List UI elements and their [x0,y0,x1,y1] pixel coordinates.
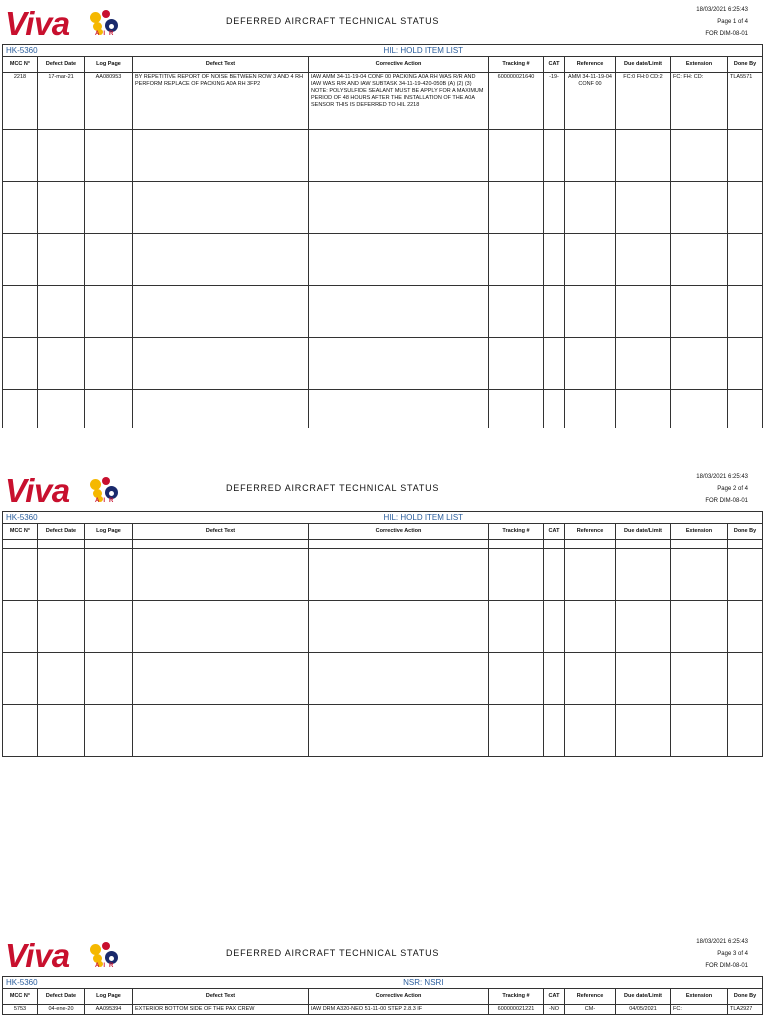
logo-wordmark: Viva [5,472,70,509]
col-defect-text: Defect Text [133,57,309,73]
form-code: FOR DIM-08-01 [705,31,748,37]
col-defect-date: Defect Date [38,524,85,540]
form-code: FOR DIM-08-01 [705,963,748,969]
cell-log: AA080953 [85,73,133,130]
col-mcc: MCC N° [3,57,38,73]
logo-wordmark: Viva [5,937,70,974]
col-corrective-action: Corrective Action [309,57,489,73]
page-header [2,0,762,44]
column-header-row [3,57,763,73]
col-done-by: Done By [728,57,763,73]
col-reference: Reference [565,57,616,73]
form-code: FOR DIM-08-01 [705,498,748,504]
report-page-2 [2,467,762,757]
cell-defect: EXTERIOR BOTTOM SIDE OF THE PAX CREW [133,1005,309,1015]
col-reference: Reference [565,989,616,1005]
cell-tracking: 600000021640 [489,73,544,130]
page-header [2,932,762,976]
table-row [3,705,763,757]
col-cat: CAT [544,57,565,73]
cell-due: FC:0 FH:0 CD:2 [616,73,671,130]
section-title: HIL: HOLD ITEM LIST [85,45,763,57]
cell-tracking: 600000021221 [489,1005,544,1015]
cell-cat: -NO [544,1005,565,1015]
page-meta [696,936,748,972]
section-title: NSR: NSRI [85,977,763,989]
report-page-3 [2,932,762,1015]
document-title: DEFERRED AIRCRAFT TECHNICAL STATUS [226,483,440,493]
nsr-table [2,976,763,1015]
hil-table [2,511,763,757]
col-defect-date: Defect Date [38,57,85,73]
col-tracking: Tracking # [489,57,544,73]
table-row [3,390,763,429]
cell-extension: FC: [671,1005,728,1015]
table-row [3,73,763,130]
logo-subtext: AIR [95,963,118,969]
col-defect-text: Defect Text [133,524,309,540]
col-log-page: Log Page [85,57,133,73]
table-row [3,1005,763,1015]
col-extension: Extension [671,524,728,540]
section-title: HIL: HOLD ITEM LIST [85,512,763,524]
col-mcc: MCC N° [3,524,38,540]
table-row [3,234,763,286]
table-row [3,549,763,601]
table-row [3,182,763,234]
col-defect-text: Defect Text [133,989,309,1005]
cell-reference: CM- [565,1005,616,1015]
viva-air-logo [5,939,125,973]
table-row [3,130,763,182]
col-due: Due date/Limit [616,57,671,73]
col-extension: Extension [671,989,728,1005]
page-header [2,467,762,511]
col-due: Due date/Limit [616,989,671,1005]
page-number: Page 1 of 4 [717,19,748,25]
col-defect-date: Defect Date [38,989,85,1005]
section-bar [3,512,763,524]
section-bar [3,977,763,989]
column-header-row [3,524,763,540]
page-meta [696,471,748,507]
table-row [3,338,763,390]
cell-mcc: 2218 [3,73,38,130]
cell-action: IAW AMM 34-11-19-04 CONF 00 PACKING A0A RH WAS R/R AND IAW WAS R/R AND IAW SUBTASK 34-11-19-420-050B (A) (2) (3) NOTE: POLYSULFIDE SEALANT MUST BE APPLY FOR A MAXIMUM PERIOD OF 48 HOURS AFTER THE INSTALLATION OF THE A0A SENSOR THIS IS DEFERRED TO HIL 2218 [309,73,489,130]
col-corrective-action: Corrective Action [309,524,489,540]
cell-action: IAW DRM A320-NEO 51-11-00 STEP 2.8.3 IF [309,1005,489,1015]
cell-log: AA095394 [85,1005,133,1015]
col-log-page: Log Page [85,524,133,540]
col-cat: CAT [544,989,565,1005]
cell-done-by: TLA2927 [728,1005,763,1015]
col-due: Due date/Limit [616,524,671,540]
document-title: DEFERRED AIRCRAFT TECHNICAL STATUS [226,948,440,958]
table-row [3,540,763,549]
cell-mcc: 5753 [3,1005,38,1015]
timestamp: 18/03/2021 6:25:43 [696,474,748,480]
hil-table [2,44,763,428]
viva-air-logo [5,474,125,508]
document-title: DEFERRED AIRCRAFT TECHNICAL STATUS [226,16,440,26]
col-mcc: MCC N° [3,989,38,1005]
col-cat: CAT [544,524,565,540]
col-tracking: Tracking # [489,989,544,1005]
registration: HK-5360 [3,45,85,57]
col-reference: Reference [565,524,616,540]
registration: HK-5360 [3,512,85,524]
cell-date: 17-mar-21 [38,73,85,130]
timestamp: 18/03/2021 6:25:43 [696,7,748,13]
cell-due: 04/05/2021 [616,1005,671,1015]
cell-done-by: TLA5571 [728,73,763,130]
timestamp: 18/03/2021 6:25:43 [696,939,748,945]
page-number: Page 2 of 4 [717,486,748,492]
col-tracking: Tracking # [489,524,544,540]
report-page-1 [2,0,762,428]
cell-date: 04-ene-20 [38,1005,85,1015]
page-meta [696,4,748,40]
page-number: Page 3 of 4 [717,951,748,957]
registration: HK-5360 [3,977,85,989]
col-done-by: Done By [728,524,763,540]
cell-extension: FC: FH: CD: [671,73,728,130]
section-bar [3,45,763,57]
column-header-row [3,989,763,1005]
logo-wordmark: Viva [5,5,70,42]
logo-subtext: AIR [95,31,118,37]
logo-subtext: AIR [95,498,118,504]
col-done-by: Done By [728,989,763,1005]
table-row [3,601,763,653]
col-extension: Extension [671,57,728,73]
cell-cat: -19- [544,73,565,130]
cell-defect: BY REPETITIVE REPORT OF NOISE BETWEEN ROW 3 AND 4 RH PERFORM REPLACE OF PACKING A0A RH 3FP2 [133,73,309,130]
col-log-page: Log Page [85,989,133,1005]
table-row [3,286,763,338]
viva-air-logo [5,7,125,41]
table-row [3,653,763,705]
col-corrective-action: Corrective Action [309,989,489,1005]
cell-reference: AMM 34-11-19-04 CONF 00 [565,73,616,130]
